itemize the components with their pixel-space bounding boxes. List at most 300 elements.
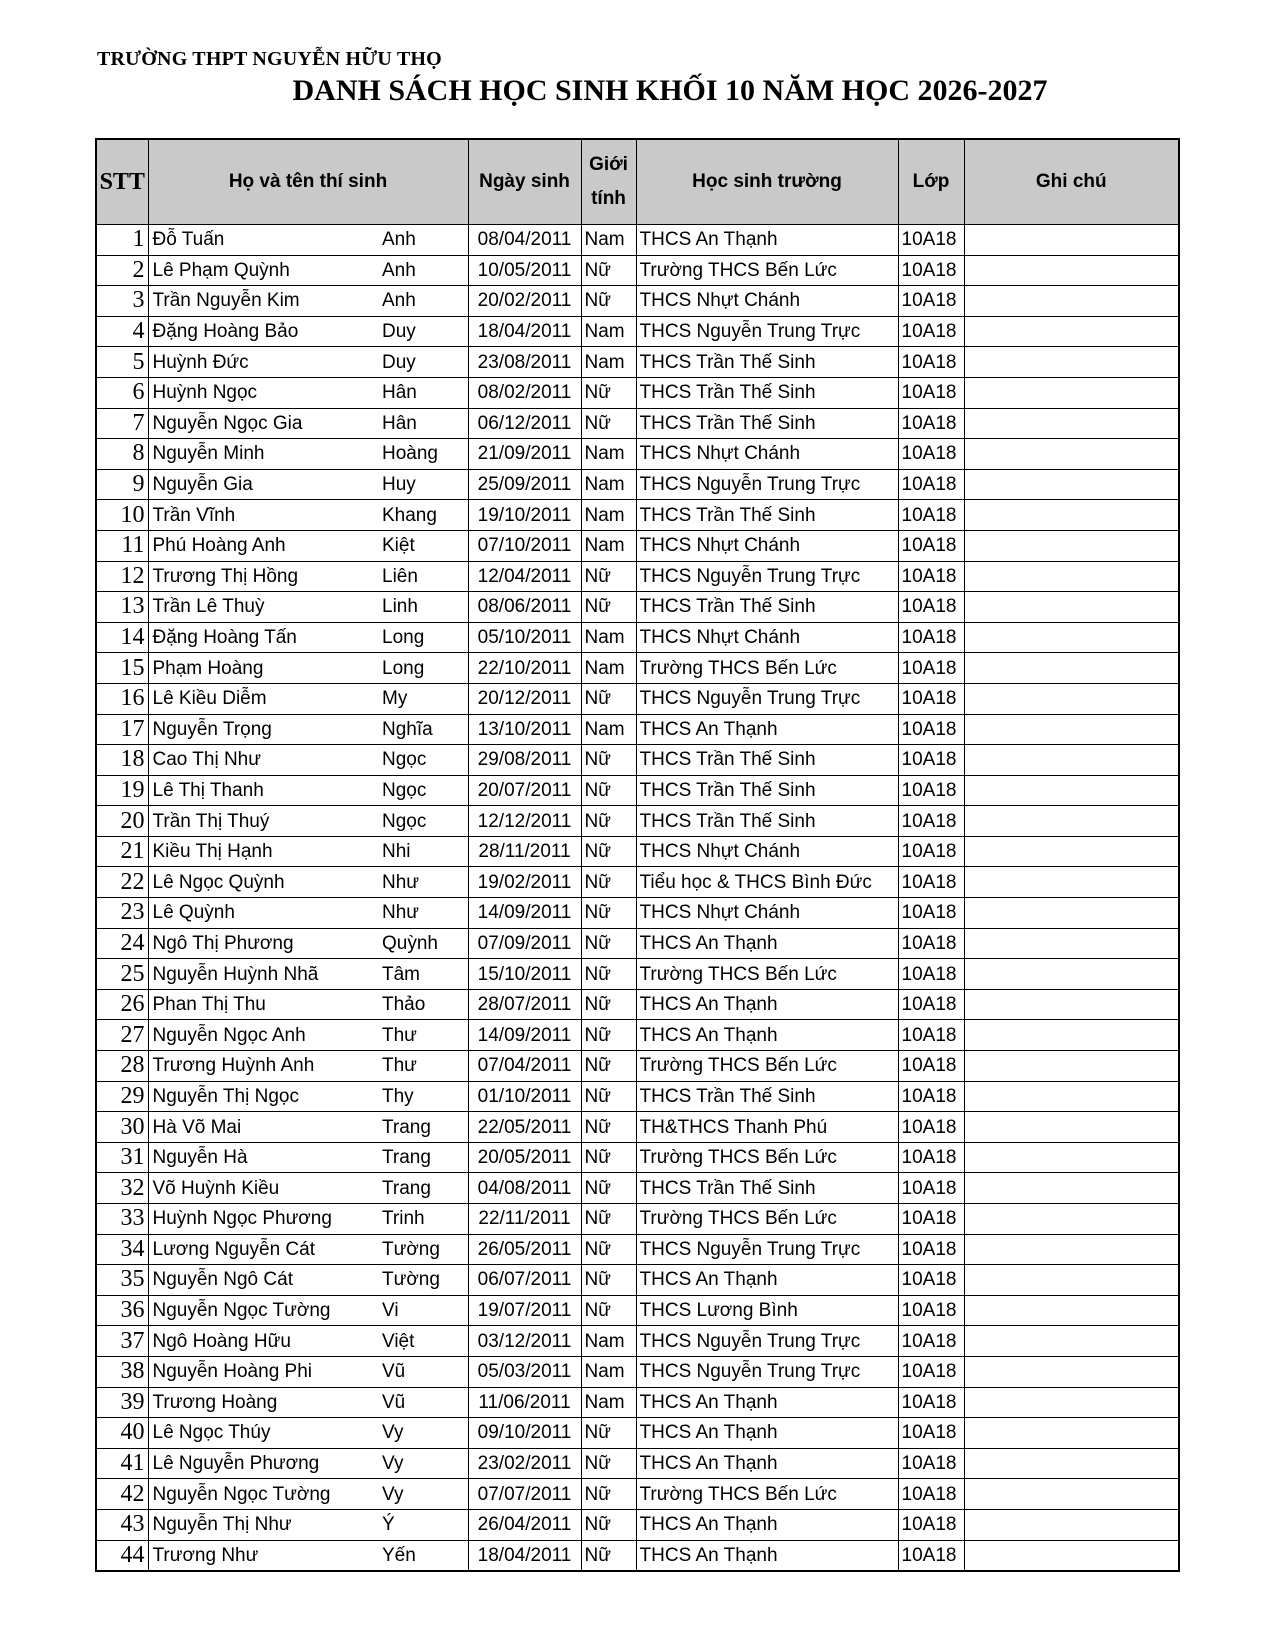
student-surname: Lê Kiều Diễm — [148, 683, 376, 714]
table-body — [96, 225, 1179, 1572]
date-of-birth: 06/07/2011 — [468, 1265, 581, 1296]
note-cell — [964, 1295, 1179, 1326]
table-row — [96, 1265, 1179, 1296]
table-row — [96, 928, 1179, 959]
previous-school: THCS An Thạnh — [636, 1509, 898, 1540]
row-number: 3 — [96, 286, 148, 317]
class-name: 10A18 — [898, 867, 964, 898]
student-surname: Trần Thị Thuý — [148, 806, 376, 837]
previous-school: THCS Trần Thế Sinh — [636, 745, 898, 776]
class-name: 10A18 — [898, 653, 964, 684]
previous-school: THCS Nguyễn Trung Trực — [636, 1326, 898, 1357]
class-name: 10A18 — [898, 622, 964, 653]
gender: Nam — [581, 1326, 636, 1357]
date-of-birth: 26/05/2011 — [468, 1234, 581, 1265]
student-surname: Nguyễn Huỳnh Nhã — [148, 959, 376, 990]
student-given-name: Vy — [376, 1448, 468, 1479]
note-cell — [964, 316, 1179, 347]
class-name: 10A18 — [898, 500, 964, 531]
note-cell — [964, 898, 1179, 929]
date-of-birth: 09/10/2011 — [468, 1418, 581, 1449]
class-name: 10A18 — [898, 377, 964, 408]
note-cell — [964, 836, 1179, 867]
column-header-school: Học sinh trường — [636, 139, 898, 225]
student-surname: Lê Nguyễn Phương — [148, 1448, 376, 1479]
student-given-name: Trinh — [376, 1204, 468, 1235]
row-number: 37 — [96, 1326, 148, 1357]
previous-school: THCS Nhựt Chánh — [636, 898, 898, 929]
date-of-birth: 14/09/2011 — [468, 898, 581, 929]
gender: Nữ — [581, 286, 636, 317]
note-cell — [964, 1142, 1179, 1173]
note-cell — [964, 1509, 1179, 1540]
gender: Nữ — [581, 592, 636, 623]
date-of-birth: 21/09/2011 — [468, 439, 581, 470]
date-of-birth: 08/04/2011 — [468, 225, 581, 256]
class-name: 10A18 — [898, 1142, 964, 1173]
table-row — [96, 1081, 1179, 1112]
previous-school: THCS Nguyễn Trung Trực — [636, 561, 898, 592]
date-of-birth: 19/07/2011 — [468, 1295, 581, 1326]
table-header-row — [96, 139, 1179, 225]
table-row — [96, 959, 1179, 990]
date-of-birth: 07/04/2011 — [468, 1051, 581, 1082]
gender: Nữ — [581, 959, 636, 990]
row-number: 10 — [96, 500, 148, 531]
gender: Nữ — [581, 408, 636, 439]
row-number: 30 — [96, 1112, 148, 1143]
date-of-birth: 10/05/2011 — [468, 255, 581, 286]
gender: Nữ — [581, 1081, 636, 1112]
class-name: 10A18 — [898, 928, 964, 959]
table-row — [96, 836, 1179, 867]
student-surname: Lê Quỳnh — [148, 898, 376, 929]
student-given-name: Ngọc — [376, 745, 468, 776]
student-surname: Đặng Hoàng Bảo — [148, 316, 376, 347]
date-of-birth: 12/04/2011 — [468, 561, 581, 592]
row-number: 1 — [96, 225, 148, 256]
row-number: 24 — [96, 928, 148, 959]
student-given-name: Trang — [376, 1112, 468, 1143]
table-row — [96, 592, 1179, 623]
date-of-birth: 22/10/2011 — [468, 653, 581, 684]
row-number: 6 — [96, 377, 148, 408]
previous-school: THCS Trần Thế Sinh — [636, 500, 898, 531]
note-cell — [964, 1051, 1179, 1082]
student-given-name: Vy — [376, 1418, 468, 1449]
student-surname: Phan Thị Thu — [148, 989, 376, 1020]
table-row — [96, 1448, 1179, 1479]
note-cell — [964, 1204, 1179, 1235]
student-given-name: Tâm — [376, 959, 468, 990]
student-given-name: Việt — [376, 1326, 468, 1357]
row-number: 18 — [96, 745, 148, 776]
gender: Nam — [581, 1356, 636, 1387]
row-number: 44 — [96, 1540, 148, 1571]
table-row — [96, 683, 1179, 714]
table-row — [96, 408, 1179, 439]
student-given-name: Thư — [376, 1051, 468, 1082]
gender: Nam — [581, 714, 636, 745]
table-row — [96, 989, 1179, 1020]
student-given-name: Kiệt — [376, 530, 468, 561]
student-surname: Ngô Hoàng Hữu — [148, 1326, 376, 1357]
previous-school: THCS Nhựt Chánh — [636, 439, 898, 470]
student-given-name: Huy — [376, 469, 468, 500]
student-given-name: Duy — [376, 316, 468, 347]
gender: Nữ — [581, 1265, 636, 1296]
date-of-birth: 11/06/2011 — [468, 1387, 581, 1418]
school-name: TRƯỜNG THPT NGUYỄN HỮU THỌ — [97, 48, 442, 70]
previous-school: Trường THCS Bến Lức — [636, 653, 898, 684]
class-name: 10A18 — [898, 1173, 964, 1204]
previous-school: THCS Nguyễn Trung Trực — [636, 1356, 898, 1387]
date-of-birth: 07/07/2011 — [468, 1479, 581, 1510]
student-surname: Nguyễn Hoàng Phi — [148, 1356, 376, 1387]
table-row — [96, 775, 1179, 806]
table-row — [96, 1540, 1179, 1571]
previous-school: Trường THCS Bến Lức — [636, 1142, 898, 1173]
class-name: 10A18 — [898, 561, 964, 592]
student-given-name: Khang — [376, 500, 468, 531]
student-surname: Nguyễn Ngọc Tường — [148, 1295, 376, 1326]
class-name: 10A18 — [898, 1387, 964, 1418]
table-row — [96, 469, 1179, 500]
previous-school: THCS An Thạnh — [636, 928, 898, 959]
class-name: 10A18 — [898, 959, 964, 990]
previous-school: Tiểu học & THCS Bình Đức — [636, 867, 898, 898]
table-row — [96, 286, 1179, 317]
gender: Nữ — [581, 1540, 636, 1571]
previous-school: THCS An Thạnh — [636, 1448, 898, 1479]
student-surname: Nguyễn Ngọc Anh — [148, 1020, 376, 1051]
gender: Nữ — [581, 683, 636, 714]
previous-school: THCS Trần Thế Sinh — [636, 592, 898, 623]
class-name: 10A18 — [898, 592, 964, 623]
class-name: 10A18 — [898, 898, 964, 929]
table-row — [96, 225, 1179, 256]
date-of-birth: 29/08/2011 — [468, 745, 581, 776]
student-surname: Phú Hoàng Anh — [148, 530, 376, 561]
student-given-name: Như — [376, 867, 468, 898]
table-row — [96, 347, 1179, 378]
student-given-name: Như — [376, 898, 468, 929]
date-of-birth: 19/02/2011 — [468, 867, 581, 898]
gender: Nữ — [581, 1173, 636, 1204]
row-number: 42 — [96, 1479, 148, 1510]
student-surname: Võ Huỳnh Kiều — [148, 1173, 376, 1204]
row-number: 4 — [96, 316, 148, 347]
previous-school: THCS Nhựt Chánh — [636, 622, 898, 653]
row-number: 16 — [96, 683, 148, 714]
note-cell — [964, 255, 1179, 286]
table-row — [96, 1234, 1179, 1265]
student-given-name: Anh — [376, 255, 468, 286]
previous-school: THCS Trần Thế Sinh — [636, 775, 898, 806]
gender: Nam — [581, 622, 636, 653]
student-given-name: Tường — [376, 1265, 468, 1296]
previous-school: THCS Trần Thế Sinh — [636, 806, 898, 837]
student-given-name: Ý — [376, 1509, 468, 1540]
student-surname: Hà Võ Mai — [148, 1112, 376, 1143]
date-of-birth: 05/03/2011 — [468, 1356, 581, 1387]
class-name: 10A18 — [898, 408, 964, 439]
student-given-name: Hân — [376, 377, 468, 408]
class-name: 10A18 — [898, 225, 964, 256]
gender: Nữ — [581, 745, 636, 776]
note-cell — [964, 347, 1179, 378]
date-of-birth: 18/04/2011 — [468, 316, 581, 347]
row-number: 15 — [96, 653, 148, 684]
class-name: 10A18 — [898, 1265, 964, 1296]
row-number: 27 — [96, 1020, 148, 1051]
class-name: 10A18 — [898, 683, 964, 714]
class-name: 10A18 — [898, 1418, 964, 1449]
student-surname: Nguyễn Minh — [148, 439, 376, 470]
class-name: 10A18 — [898, 836, 964, 867]
previous-school: THCS An Thạnh — [636, 1387, 898, 1418]
gender: Nữ — [581, 775, 636, 806]
class-name: 10A18 — [898, 1448, 964, 1479]
row-number: 29 — [96, 1081, 148, 1112]
gender: Nữ — [581, 1020, 636, 1051]
previous-school: THCS An Thạnh — [636, 714, 898, 745]
gender: Nữ — [581, 928, 636, 959]
gender: Nữ — [581, 1112, 636, 1143]
note-cell — [964, 928, 1179, 959]
previous-school: THCS An Thạnh — [636, 1265, 898, 1296]
note-cell — [964, 1265, 1179, 1296]
student-surname: Lê Thị Thanh — [148, 775, 376, 806]
column-header-gender: Giới tính — [581, 139, 636, 225]
table-row — [96, 1020, 1179, 1051]
note-cell — [964, 1173, 1179, 1204]
class-name: 10A18 — [898, 1356, 964, 1387]
class-name: 10A18 — [898, 1081, 964, 1112]
row-number: 8 — [96, 439, 148, 470]
note-cell — [964, 377, 1179, 408]
table-row — [96, 1051, 1179, 1082]
gender: Nam — [581, 439, 636, 470]
student-given-name: Long — [376, 653, 468, 684]
row-number: 11 — [96, 530, 148, 561]
student-given-name: Yến — [376, 1540, 468, 1571]
gender: Nữ — [581, 1142, 636, 1173]
date-of-birth: 19/10/2011 — [468, 500, 581, 531]
gender: Nữ — [581, 561, 636, 592]
student-surname: Huỳnh Đức — [148, 347, 376, 378]
table-row — [96, 745, 1179, 776]
student-surname: Đỗ Tuấn — [148, 225, 376, 256]
row-number: 13 — [96, 592, 148, 623]
table-row — [96, 1479, 1179, 1510]
date-of-birth: 12/12/2011 — [468, 806, 581, 837]
previous-school: THCS Nhựt Chánh — [636, 286, 898, 317]
row-number: 41 — [96, 1448, 148, 1479]
note-cell — [964, 530, 1179, 561]
note-cell — [964, 1540, 1179, 1571]
table-row — [96, 377, 1179, 408]
date-of-birth: 20/07/2011 — [468, 775, 581, 806]
table-row — [96, 500, 1179, 531]
student-surname: Nguyễn Thị Ngọc — [148, 1081, 376, 1112]
student-surname: Nguyễn Gia — [148, 469, 376, 500]
date-of-birth: 25/09/2011 — [468, 469, 581, 500]
date-of-birth: 01/10/2011 — [468, 1081, 581, 1112]
previous-school: THCS Trần Thế Sinh — [636, 408, 898, 439]
previous-school: THCS Nguyễn Trung Trực — [636, 1234, 898, 1265]
date-of-birth: 04/08/2011 — [468, 1173, 581, 1204]
student-given-name: Thư — [376, 1020, 468, 1051]
student-given-name: Ngọc — [376, 775, 468, 806]
gender: Nam — [581, 1387, 636, 1418]
class-name: 10A18 — [898, 775, 964, 806]
class-name: 10A18 — [898, 989, 964, 1020]
row-number: 9 — [96, 469, 148, 500]
note-cell — [964, 867, 1179, 898]
table-row — [96, 439, 1179, 470]
student-given-name: Vy — [376, 1479, 468, 1510]
table-row — [96, 653, 1179, 684]
gender: Nữ — [581, 1418, 636, 1449]
table-row — [96, 714, 1179, 745]
previous-school: THCS An Thạnh — [636, 225, 898, 256]
table-row — [96, 867, 1179, 898]
note-cell — [964, 1387, 1179, 1418]
date-of-birth: 22/05/2011 — [468, 1112, 581, 1143]
date-of-birth: 22/11/2011 — [468, 1204, 581, 1235]
row-number: 39 — [96, 1387, 148, 1418]
note-cell — [964, 1448, 1179, 1479]
student-surname: Trần Vĩnh — [148, 500, 376, 531]
note-cell — [964, 408, 1179, 439]
table-row — [96, 1326, 1179, 1357]
gender: Nữ — [581, 255, 636, 286]
note-cell — [964, 1326, 1179, 1357]
row-number: 2 — [96, 255, 148, 286]
note-cell — [964, 775, 1179, 806]
gender: Nữ — [581, 836, 636, 867]
student-given-name: Anh — [376, 225, 468, 256]
previous-school: THCS Nhựt Chánh — [636, 836, 898, 867]
gender: Nam — [581, 225, 636, 256]
date-of-birth: 18/04/2011 — [468, 1540, 581, 1571]
note-cell — [964, 592, 1179, 623]
table-row — [96, 1356, 1179, 1387]
student-given-name: Anh — [376, 286, 468, 317]
student-surname: Ngô Thị Phương — [148, 928, 376, 959]
row-number: 36 — [96, 1295, 148, 1326]
student-given-name: Tường — [376, 1234, 468, 1265]
note-cell — [964, 1356, 1179, 1387]
student-given-name: Vũ — [376, 1387, 468, 1418]
note-cell — [964, 469, 1179, 500]
previous-school: Trường THCS Bến Lức — [636, 1479, 898, 1510]
previous-school: THCS An Thạnh — [636, 989, 898, 1020]
gender: Nam — [581, 347, 636, 378]
table-row — [96, 622, 1179, 653]
student-given-name: Vi — [376, 1295, 468, 1326]
previous-school: Trường THCS Bến Lức — [636, 255, 898, 286]
student-given-name: Hân — [376, 408, 468, 439]
class-name: 10A18 — [898, 1112, 964, 1143]
class-name: 10A18 — [898, 1020, 964, 1051]
gender: Nam — [581, 530, 636, 561]
class-name: 10A18 — [898, 1051, 964, 1082]
student-surname: Nguyễn Ngô Cát — [148, 1265, 376, 1296]
note-cell — [964, 1418, 1179, 1449]
previous-school: THCS Nguyễn Trung Trực — [636, 683, 898, 714]
class-name: 10A18 — [898, 806, 964, 837]
note-cell — [964, 1234, 1179, 1265]
note-cell — [964, 622, 1179, 653]
student-surname: Huỳnh Ngọc Phương — [148, 1204, 376, 1235]
student-surname: Trương Hoàng — [148, 1387, 376, 1418]
note-cell — [964, 225, 1179, 256]
student-surname: Kiều Thị Hạnh — [148, 836, 376, 867]
class-name: 10A18 — [898, 469, 964, 500]
student-surname: Trương Thị Hồng — [148, 561, 376, 592]
table-row — [96, 1295, 1179, 1326]
table-row — [96, 898, 1179, 929]
previous-school: THCS Trần Thế Sinh — [636, 377, 898, 408]
student-surname: Nguyễn Trọng — [148, 714, 376, 745]
student-surname: Trương Như — [148, 1540, 376, 1571]
note-cell — [964, 286, 1179, 317]
table-row — [96, 561, 1179, 592]
gender: Nữ — [581, 1509, 636, 1540]
student-given-name: Liên — [376, 561, 468, 592]
table-row — [96, 1387, 1179, 1418]
row-number: 22 — [96, 867, 148, 898]
date-of-birth: 20/05/2011 — [468, 1142, 581, 1173]
row-number: 40 — [96, 1418, 148, 1449]
row-number: 17 — [96, 714, 148, 745]
date-of-birth: 15/10/2011 — [468, 959, 581, 990]
row-number: 43 — [96, 1509, 148, 1540]
student-given-name: Nhi — [376, 836, 468, 867]
class-name: 10A18 — [898, 286, 964, 317]
column-header-note: Ghi chú — [964, 139, 1179, 225]
student-surname: Cao Thị Như — [148, 745, 376, 776]
student-given-name: Trang — [376, 1173, 468, 1204]
class-name: 10A18 — [898, 439, 964, 470]
student-surname: Lê Ngọc Quỳnh — [148, 867, 376, 898]
student-surname: Nguyễn Ngọc Tường — [148, 1479, 376, 1510]
student-surname: Nguyễn Hà — [148, 1142, 376, 1173]
date-of-birth: 28/07/2011 — [468, 989, 581, 1020]
student-given-name: Long — [376, 622, 468, 653]
table-row — [96, 530, 1179, 561]
date-of-birth: 20/12/2011 — [468, 683, 581, 714]
gender: Nữ — [581, 1234, 636, 1265]
row-number: 34 — [96, 1234, 148, 1265]
student-given-name: Thảo — [376, 989, 468, 1020]
row-number: 35 — [96, 1265, 148, 1296]
row-number: 28 — [96, 1051, 148, 1082]
note-cell — [964, 959, 1179, 990]
previous-school: THCS An Thạnh — [636, 1020, 898, 1051]
table-row — [96, 255, 1179, 286]
student-given-name: Thy — [376, 1081, 468, 1112]
date-of-birth: 14/09/2011 — [468, 1020, 581, 1051]
class-name: 10A18 — [898, 530, 964, 561]
student-surname: Trương Huỳnh Anh — [148, 1051, 376, 1082]
student-given-name: Quỳnh — [376, 928, 468, 959]
row-number: 38 — [96, 1356, 148, 1387]
student-given-name: Nghĩa — [376, 714, 468, 745]
table-row — [96, 1173, 1179, 1204]
